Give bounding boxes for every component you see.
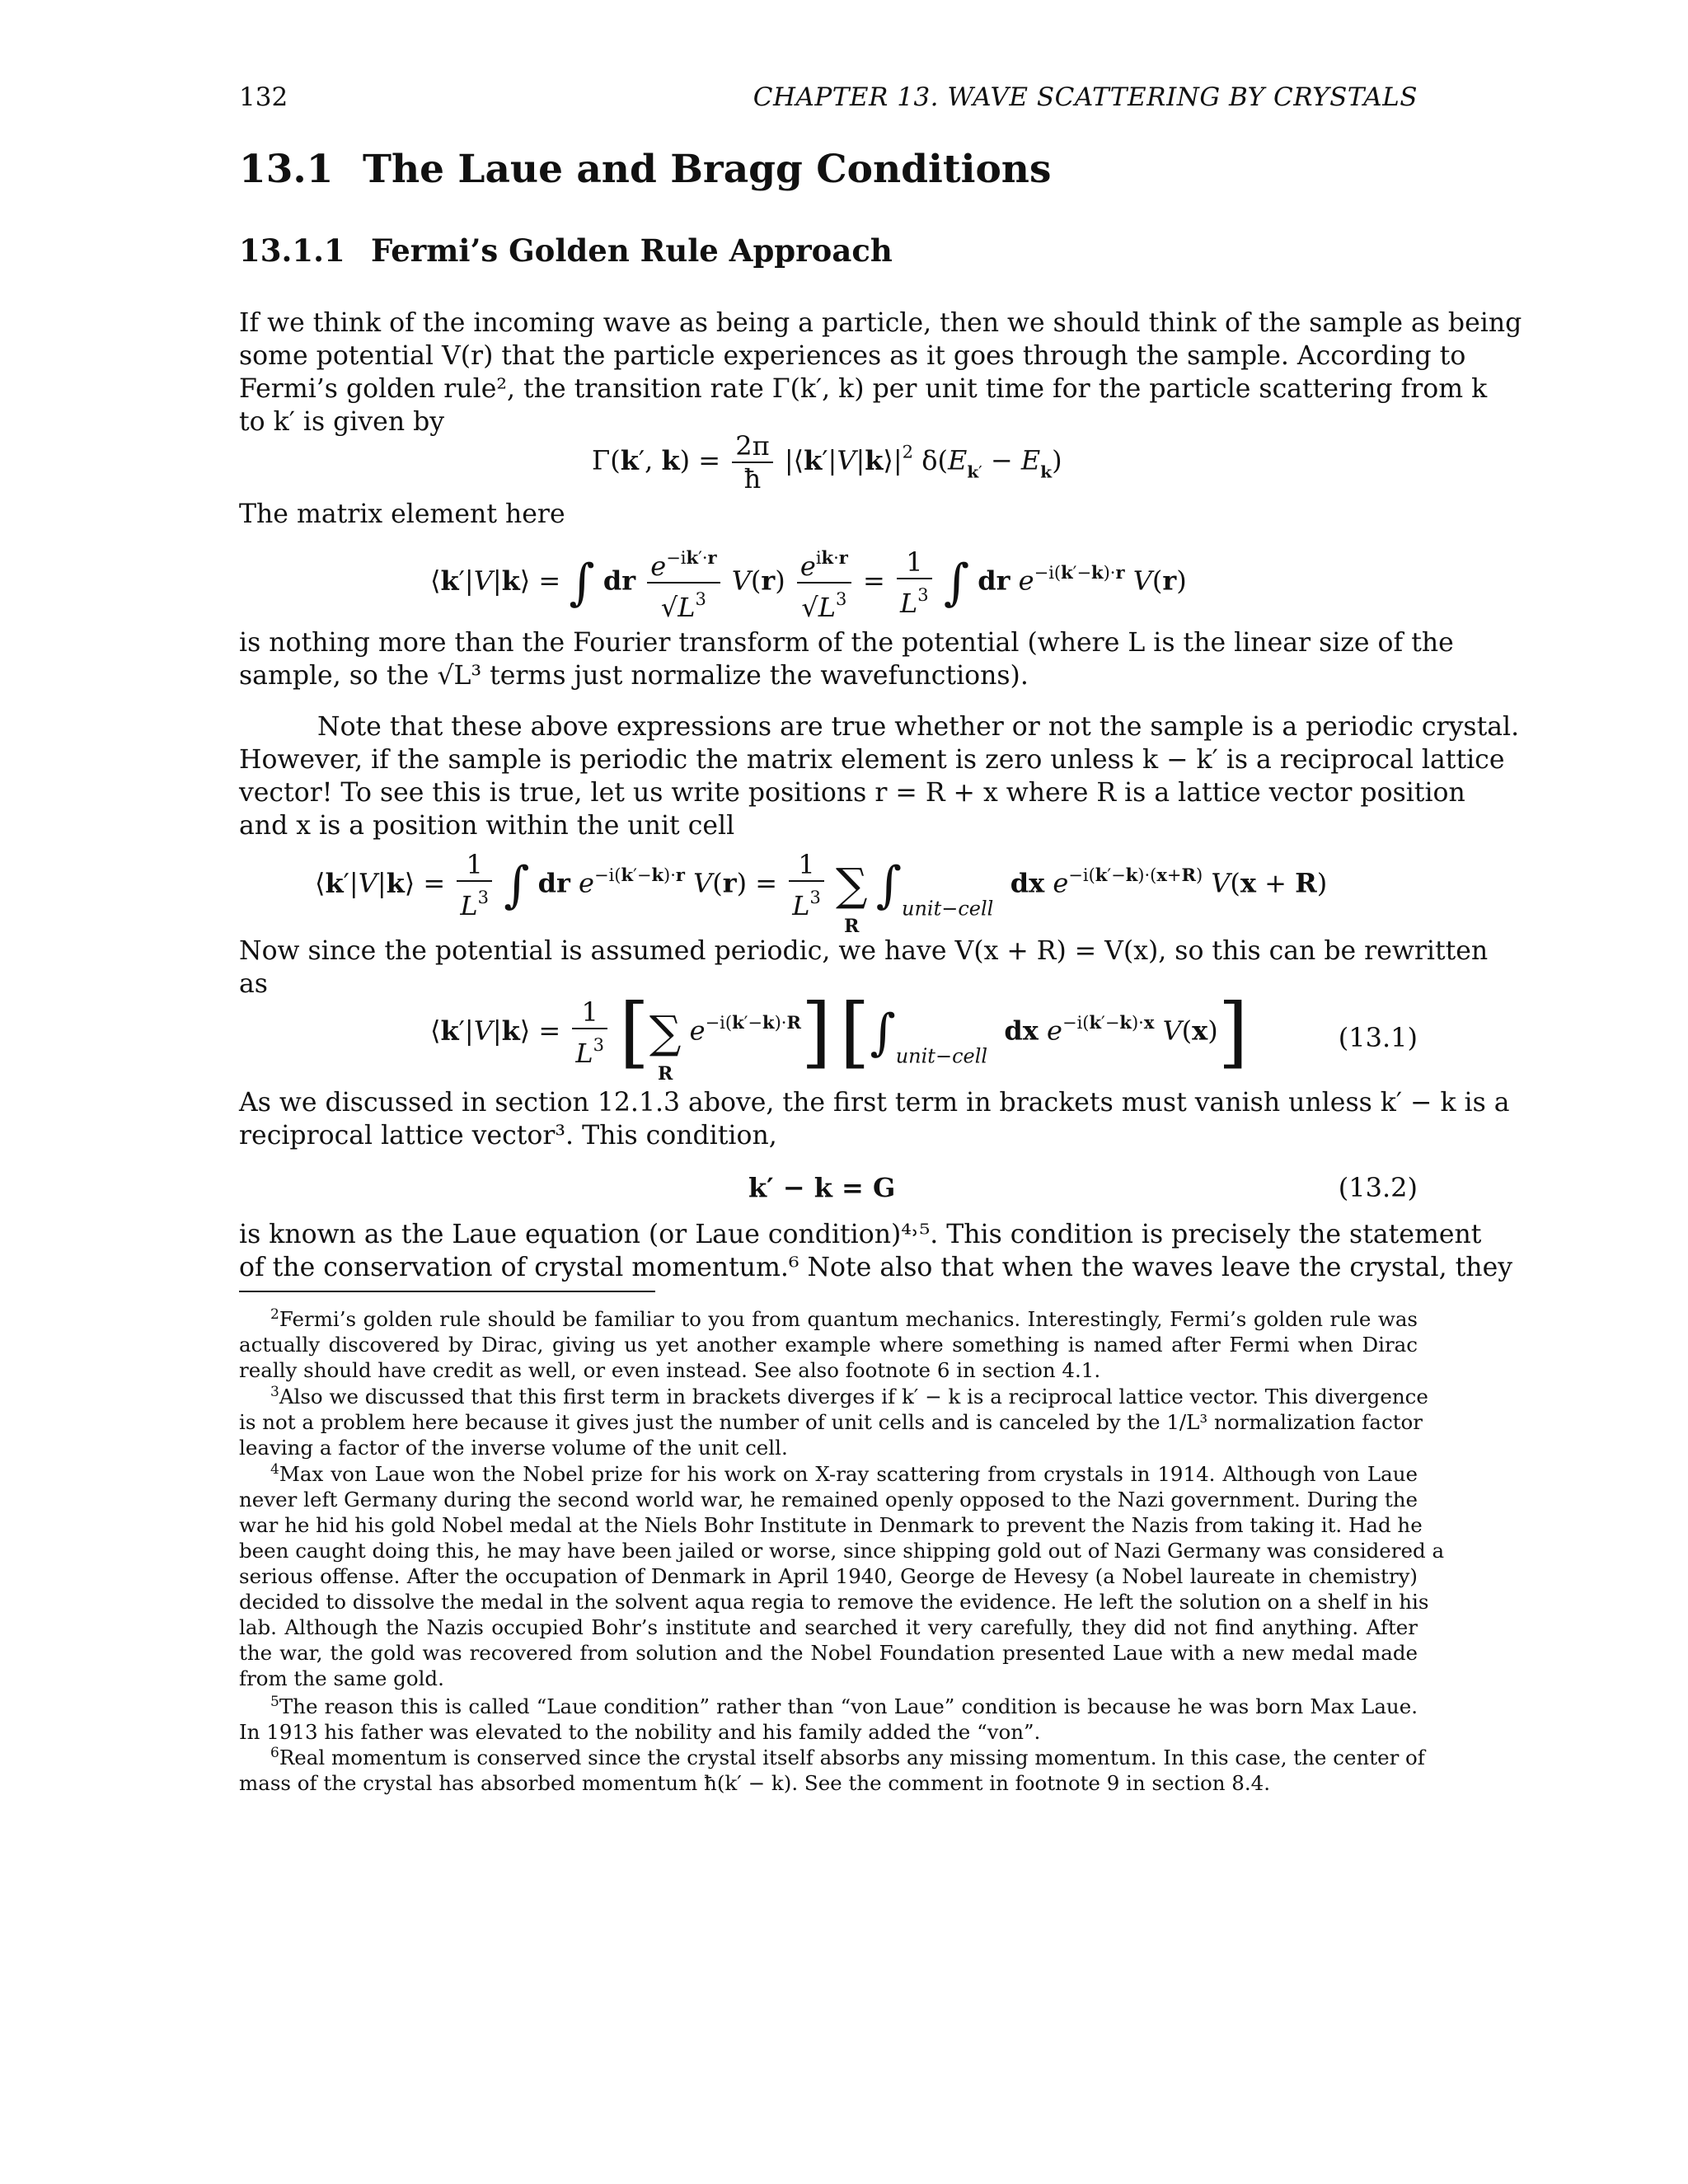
footnote-line: actually discovered by Dirac, giving us yet another example where something is named after Fermi when Dirac [239,1333,1418,1357]
footnote-line: from the same gold. [239,1666,444,1690]
text-line: As we discussed in section 12.1.3 above, the first term in brackets must vanish unless k′ − k is a [239,1088,1510,1118]
fraction: $\frac{e^{ik\cdot r}}{√L^3}$ [797,542,851,623]
equation-matrix-element [239,536,1418,626]
footnote-line: decided to dissolve the medal in the solvent aqua regia to remove the evidence. He left the solution on a shelf in his [239,1590,1429,1614]
text-line: and x is a position within the unit cell [239,811,735,841]
equation-number: (13.1) [1338,1022,1418,1053]
text-line: to k′ is given by [239,407,445,437]
footnote-line: serious offense. After the occupation of Denmark in April 1940, George de Hevesy (a Nobel laureate in chemistry) [239,1564,1418,1588]
footnote-line: $^3$Also we discussed that this first term in brackets diverges if k′ − k is a reciprocal lattice vector. This divergence [270,1384,1428,1408]
text-line: is known as the Laue equation (or Laue condition)⁴˒⁵. This condition is precisely the statement [239,1220,1482,1249]
paragraph-2 [239,498,1418,531]
running-head [239,82,1418,119]
text-line: sample, so the √L³ terms just normalize the wavefunctions). [239,661,1029,691]
laue-equation: k′ − k = G [748,1172,896,1203]
page-number: 132 [239,82,288,112]
text-line: some potential V(r) that the particle experiences as it goes through the sample. According to [239,341,1466,371]
text-line: of the conservation of crystal momentum.⁶ Note also that when the waves leave the crystal, they [239,1253,1513,1282]
fraction: $\frac{1}{L^3}$ [457,849,492,921]
paragraph-7 [239,1218,1513,1284]
paragraph-6 [239,1086,1510,1152]
subsection-heading [239,232,893,269]
footnote-rule [239,1291,655,1292]
equation-number: (13.2) [1338,1172,1418,1203]
footnote-line: really should have credit as well, or even instead. See also footnote 6 in section 4.1. [239,1358,1101,1382]
equation-13-1 [239,987,1418,1093]
integral-domain: unit−cell [895,1044,988,1068]
footnote-line: In 1913 his father was elevated to the nobility and his family added the “von”. [239,1720,1041,1744]
footnote-line: lab. Although the Nazis occupied Bohr’s institute and searched it very carefully, they did not find anything. After [239,1615,1418,1639]
footnote-line: leaving a factor of the inverse volume of the unit cell. [239,1436,788,1460]
text-line: as [239,969,268,999]
section-title: The Laue and Bragg Conditions [363,147,1052,192]
footnote-line: $^6$Real momentum is conserved since the crystal itself absorbs any missing momentum. In this case, the center of [270,1745,1425,1769]
equation-gamma [239,430,1418,496]
paragraph-4 [239,710,1520,842]
footnote-line: $^5$The reason this is called “Laue condition” rather than “von Laue” condition is because he was born Max Laue. [270,1694,1418,1718]
chapter-title: CHAPTER 13. WAVE SCATTERING BY CRYSTALS [753,82,1418,112]
paragraph-1 [239,307,1522,438]
footnote-2 [239,1302,1418,1383]
fraction: $\frac{1}{L^3}$ [897,546,932,619]
text-line: However, if the sample is periodic the matrix element is zero unless k − k′ is a reciprocal lattice [239,745,1505,775]
text-line: The matrix element here [239,499,565,529]
fraction: $\frac{1}{L^3}$ [789,849,824,921]
subsection-title: Fermi’s Golden Rule Approach [371,232,893,269]
subsection-number: 13.1.1 [239,232,345,269]
text-line: If we think of the incoming wave as being a particle, then we should think of the sample as being [239,308,1522,338]
equation-periodic-body: ⟨k′|V|k⟩ = $\frac{1}{L^3}$ ∫ dr $e^{-i(k'-k)\cdot r}$ V(r) = $\frac{1}{L^3}$ ∑ R $\int_{unit-cell}$ dx $e^{-i(k'-k)\cdot(x+R)}$ V(x + R) [315,849,1328,937]
section-number: 13.1 [239,147,334,192]
footnote-3 [239,1380,1428,1460]
fraction: $\frac{e^{-ik'\cdot r}}{√L^3}$ [647,542,720,623]
section-heading [239,147,1051,192]
footnote-line: $^4$Max von Laue won the Nobel prize for his work on X-ray scattering from crystals in 1914. Although von Laue [270,1461,1418,1486]
equation-13-2 [239,1172,1418,1208]
integral-domain: unit−cell [902,897,994,921]
footnote-line: been caught doing this, he may have been jailed or worse, since shipping gold out of Nazi Germany was considered a [239,1539,1445,1563]
equation-13-1-body: ⟨k′|V|k⟩ = $\frac{1}{L^3}$ [∑ R $e^{-i(k'-k)\cdot R}$] [$\int_{unit-cell}$ dx $e^{-i(k'-k)\cdot x}$ V(x)] [430,987,1249,1085]
footnote-line: never left Germany during the second world war, he remained openly opposed to the Nazi government. During the [239,1488,1418,1511]
text-line: Note that these above expressions are true whether or not the sample is a periodic crystal. [317,712,1520,742]
text-line: Now since the potential is assumed periodic, we have V(x + R) = V(x), so this can be rewritten [239,936,1489,966]
footnote-line: mass of the crystal has absorbed momentum ħ(k′ − k). See the comment in footnote 9 in section 8.4. [239,1771,1271,1795]
footnote-6 [239,1741,1425,1796]
footnote-line: is not a problem here because it gives just the number of unit cells and is canceled by the 1/L³ normalization factor [239,1410,1423,1434]
text-line: vector! To see this is true, let us write positions r = R + x where R is a lattice vector position [239,778,1465,808]
footnote-4 [239,1457,1445,1691]
fraction: $\frac{2\pi}{ħ}$ [732,430,772,494]
footnote-line: war he hid his gold Nobel medal at the Niels Bohr Institute in Denmark to prevent the Nazis from taking it. Had he [239,1513,1423,1537]
text-line: Fermi’s golden rule², the transition rate Γ(k′, k) per unit time for the particle scattering from k [239,374,1488,404]
equation-matrix-body: ⟨k′|V|k⟩ = ∫ dr $\frac{e^{-ik'\cdot r}}{√L^3}$ V(r) $\frac{e^{ik\cdot r}}{√L^3}$ = $\frac{1}{L^3}$ ∫ dr $e^{-i(k'-k)\cdot r}$ V(r) [430,542,1187,623]
fraction: $\frac{1}{L^3}$ [572,996,607,1069]
footnote-line: $^2$Fermi’s golden rule should be familiar to you from quantum mechanics. Interestingly, Fermi’s golden rule was [270,1306,1418,1331]
text-line: reciprocal lattice vector³. This condition, [239,1121,777,1151]
equation-periodic [239,846,1418,936]
text-line: is nothing more than the Fourier transform of the potential (where L is the linear size of the [239,628,1454,658]
footnote-5 [239,1690,1418,1745]
paragraph-3 [239,626,1454,692]
equation-gamma-body: Γ(k′, k) = $\frac{2\pi}{ħ}$ $|⟨k'|V|k⟩|^2$ $\delta(E_{k'} - E_k)$ [592,430,1062,494]
footnote-line: the war, the gold was recovered from solution and the Nobel Foundation presented Laue with a new medal made [239,1641,1418,1665]
